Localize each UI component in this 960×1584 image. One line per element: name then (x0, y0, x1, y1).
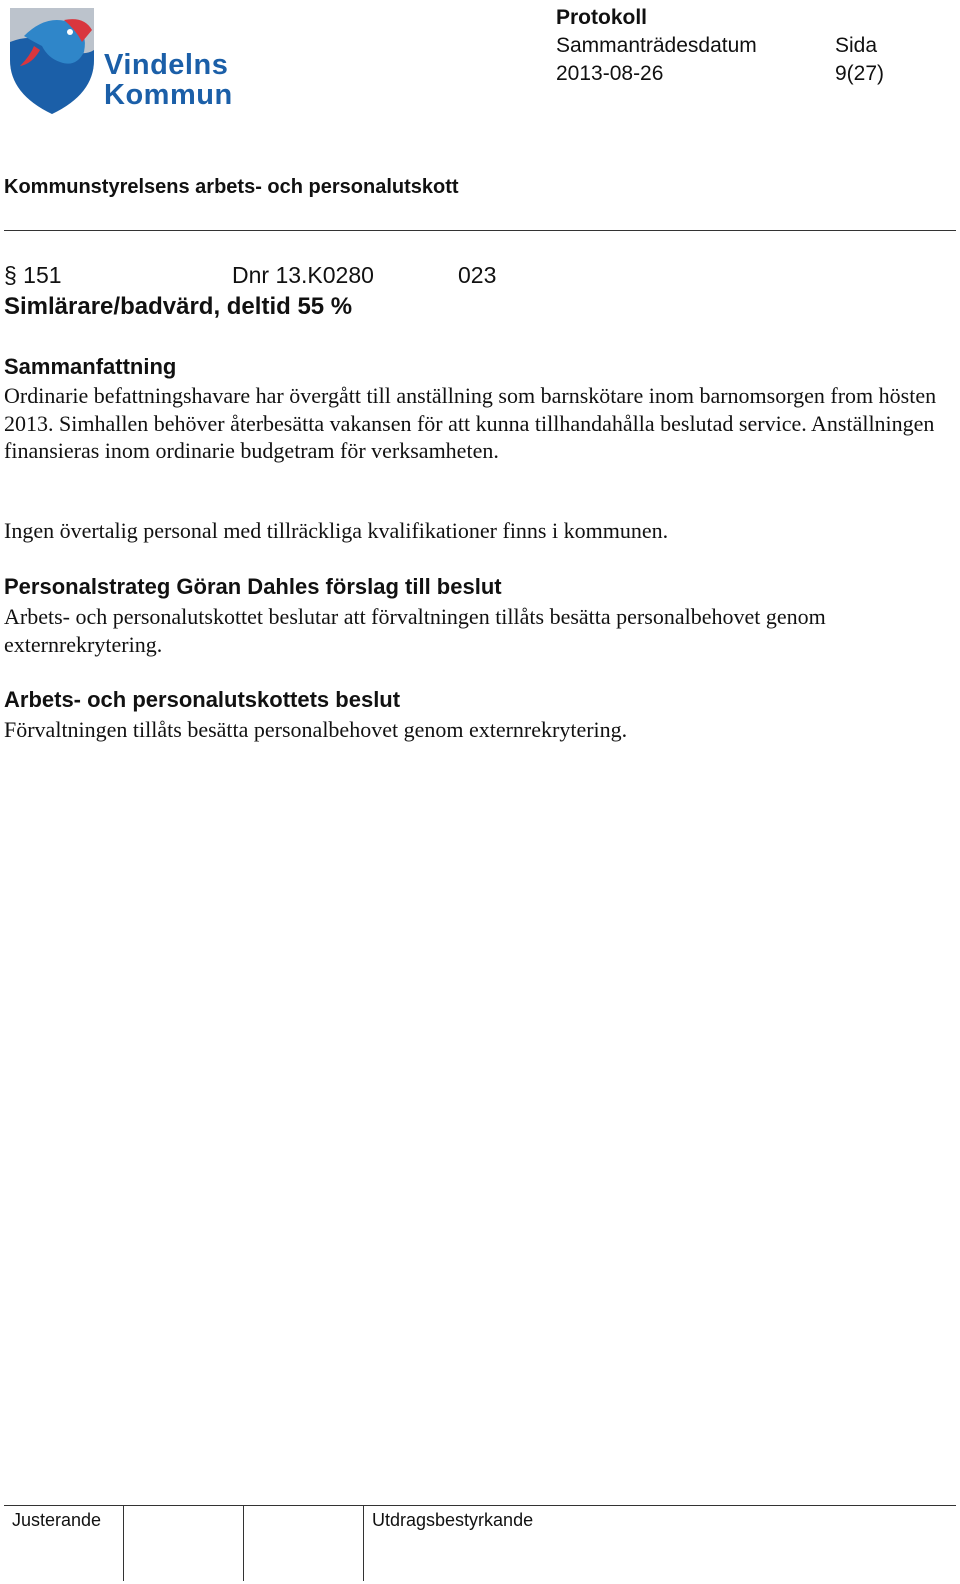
justerande-cell (4, 1506, 124, 1581)
decision-paragraph: Förvaltningen tillåts besätta personalbehovet genom externrekrytering. (4, 717, 628, 742)
fish-shield-icon (4, 2, 104, 120)
utdrag-label: Utdragsbestyrkande (372, 1510, 534, 1530)
summary-note: Ingen övertalig personal med tillräckliga kvalifikationer finns i kommunen. (4, 518, 669, 543)
committee-name: Kommunstyrelsens arbets- och personalutskott (4, 176, 459, 198)
org-name-line1: Vindelns (104, 49, 229, 81)
page-label: Sida (835, 34, 878, 57)
org-name-line2: Kommun (104, 79, 233, 111)
section-heading-summary: Sammanfattning (4, 354, 177, 379)
page-number: 9(27) (835, 62, 885, 85)
summary-paragraph: Ordinarie befattningshavare har övergått till anställning som barnskötare inom barnomsorgen from hösten 2013. Simhallen behöver återbesätta vakansen för att kunna tillhandahålla beslutad service. Anställningen finansieras inom ordinarie budgetram för verksamheten. (4, 383, 937, 463)
proposal-paragraph: Arbets- och personalutskottet beslutar att förvaltningen tillåts besätta personalbehovet genom externrekrytering. (4, 604, 826, 657)
justerande-label: Justerande (12, 1510, 102, 1530)
meeting-date-label: Sammanträdesdatum (556, 34, 757, 57)
case-title: Simlärare/badvärd, deltid 55 % (4, 293, 353, 320)
case-code: 023 (458, 262, 497, 288)
signature-cell-2 (244, 1506, 364, 1581)
header-divider (4, 230, 956, 231)
section-heading-decision: Arbets- och personalutskottets beslut (4, 687, 401, 712)
municipality-logo (4, 2, 254, 120)
signature-footer (4, 1505, 956, 1581)
meeting-date-value: 2013-08-26 (556, 62, 664, 85)
utdrag-cell (364, 1506, 956, 1581)
document-type: Protokoll (556, 6, 648, 29)
case-dnr: Dnr 13.K0280 (232, 262, 374, 288)
section-heading-proposal: Personalstrateg Göran Dahles förslag till beslut (4, 574, 502, 599)
paragraph-number: § 151 (4, 262, 62, 288)
signature-cell-1 (124, 1506, 244, 1581)
